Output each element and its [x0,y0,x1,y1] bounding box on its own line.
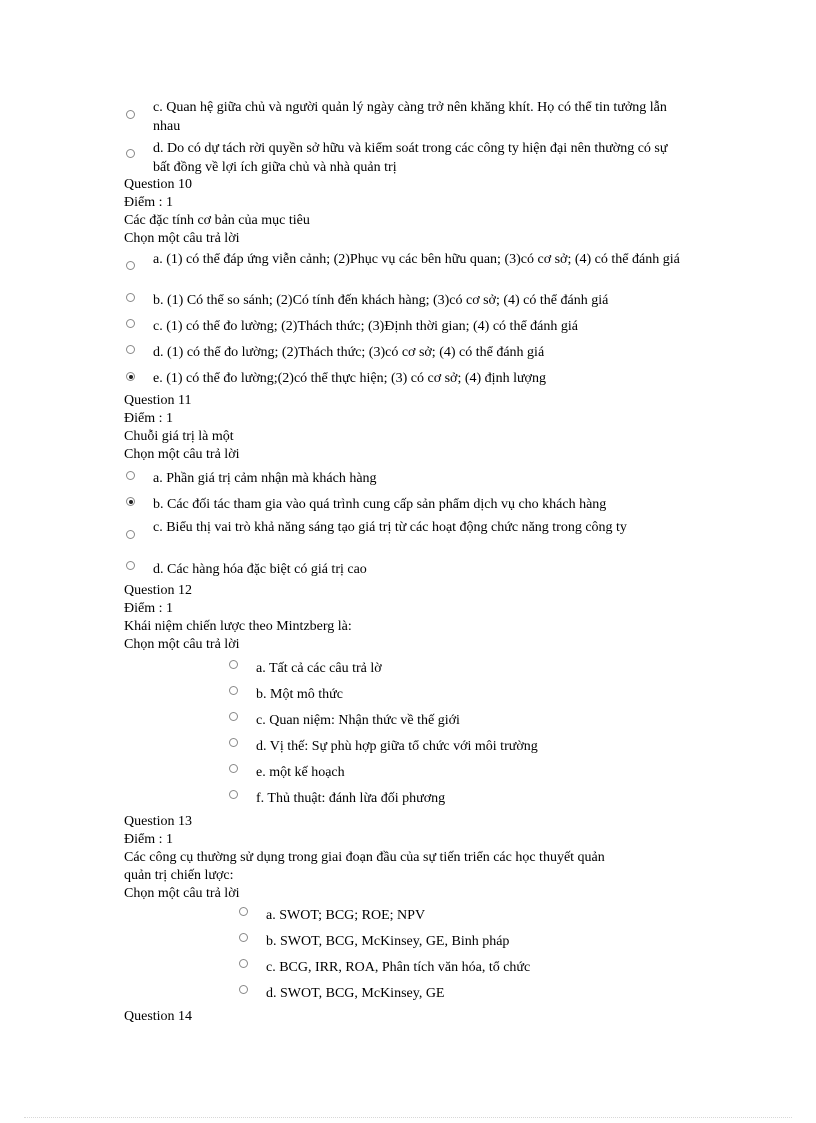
q13-option-a-label: a. SWOT; BCG; ROE; NPV [266,908,426,923]
q12-option-f-radio[interactable] [229,790,238,799]
q9-option-c-label: c. Quan hệ giữa chủ và người quản lý ngày càng trở nên khăng khít. Họ có thể tin tưởng lẫn nhau [153,100,667,134]
q10-option-c-radio[interactable] [126,319,135,328]
q10-option-d-radio[interactable] [126,345,135,354]
q11-title: Question 11 [124,393,192,408]
q13-option-c-radio[interactable] [239,959,248,968]
q13-option-d[interactable] [239,984,639,1004]
q12-option-f[interactable] [229,789,649,809]
q10-option-e-label: e. (1) có thể đo lường;(2)có thể thực hiện; (3) có cơ sở; (4) định lượng [153,371,546,386]
q11-option-c-label: c. Biểu thị vai trò khả năng sáng tạo giá trị từ các hoạt động chức năng trong công ty [153,520,627,535]
q9-option-d-label: d. Do có dự tách rời quyền sở hữu và kiểm soát trong các công ty hiện đại nên thường có sự bất đồng về lợi ích giữa chủ và nhà quản trị [153,141,668,175]
q11-prompt: Chọn một câu trả lời [124,447,240,462]
q12-option-c[interactable] [229,711,649,731]
q13-option-a[interactable] [239,906,639,926]
q10-prompt: Chọn một câu trả lời [124,231,240,246]
q11-option-c-radio[interactable] [126,530,135,539]
q13-option-b-label: b. SWOT, BCG, McKinsey, GE, Binh pháp [266,934,510,949]
q14-title: Question 14 [124,1009,193,1024]
q12-option-a-label: a. Tất cả các câu trả lờ [256,661,382,676]
q11-points: Điểm : 1 [124,411,173,426]
q12-option-a-radio[interactable] [229,660,238,669]
q10-points: Điểm : 1 [124,195,173,210]
q10-option-d-label: d. (1) có thể đo lường; (2)Thách thức; (3)có cơ sở; (4) có thể đánh giá [153,345,545,360]
q12-option-d[interactable] [229,737,649,757]
q11-option-a-label: a. Phần giá trị cảm nhận mà khách hàng [153,471,377,486]
q13-points: Điểm : 1 [124,832,173,847]
q9-option-d-radio[interactable] [126,149,135,158]
q12-points: Điểm : 1 [124,601,173,616]
q11-option-d[interactable] [126,560,696,580]
q10-option-a[interactable] [126,250,691,288]
q13-option-d-label: d. SWOT, BCG, McKinsey, GE [266,986,445,1001]
q13-title: Question 13 [124,814,193,829]
q12-option-d-radio[interactable] [229,738,238,747]
q13-prompt: Chọn một câu trả lời [124,886,240,901]
q13-option-d-radio[interactable] [239,985,248,994]
q12-title: Question 12 [124,583,193,598]
q13-option-b[interactable] [239,932,639,952]
q12-prompt: Chọn một câu trả lời [124,637,240,652]
q12-option-e[interactable] [229,763,649,783]
q10-option-b[interactable] [126,291,696,311]
q11-question: Chuỗi giá trị là một [124,429,234,444]
q13-option-c[interactable] [239,958,639,978]
q12-option-b-label: b. Một mô thức [256,687,343,702]
q12-option-e-radio[interactable] [229,764,238,773]
q11-option-a[interactable] [126,469,696,489]
q9-option-d[interactable] [126,139,686,177]
q10-option-a-radio[interactable] [126,261,135,270]
q10-option-e-radio[interactable] [126,372,135,381]
q11-option-c[interactable] [126,518,666,556]
q12-option-d-label: d. Vị thế: Sự phù hợp giữa tổ chức với môi trường [256,739,538,754]
q10-option-b-radio[interactable] [126,293,135,302]
q11-option-d-radio[interactable] [126,561,135,570]
q10-option-b-label: b. (1) Có thể so sánh; (2)Có tính đến khách hàng; (3)có cơ sở; (4) có thể đánh giá [153,293,609,308]
q12-option-f-label: f. Thủ thuật: đánh lừa đối phương [256,791,446,806]
q11-option-a-radio[interactable] [126,471,135,480]
q10-option-e[interactable] [126,369,696,389]
q9-option-c-radio[interactable] [126,110,135,119]
q11-option-b[interactable] [126,495,706,515]
q10-option-c-label: c. (1) có thể đo lường; (2)Thách thức; (3)Định thời gian; (4) có thể đánh giá [153,319,578,334]
q12-option-c-label: c. Quan niệm: Nhận thức về thế giới [256,713,460,728]
q9-option-c[interactable] [126,98,686,136]
q12-option-e-label: e. một kế hoạch [256,765,345,780]
q13-option-c-label: c. BCG, IRR, ROA, Phân tích văn hóa, tổ chức [266,960,531,975]
q12-option-a[interactable] [229,659,649,679]
q13-option-a-radio[interactable] [239,907,248,916]
q13-question-line1: Các công cụ thường sử dụng trong giai đoạn đầu của sự tiến triển các học thuyết quản [124,850,605,865]
q12-option-b-radio[interactable] [229,686,238,695]
page-bottom-rule [24,1117,792,1118]
q12-option-b[interactable] [229,685,649,705]
q10-question: Các đặc tính cơ bản của mục tiêu [124,213,310,228]
q10-option-c[interactable] [126,317,696,337]
q10-option-a-label: a. (1) có thể đáp ứng viễn cảnh; (2)Phục vụ các bên hữu quan; (3)có cơ sở; (4) có thể đánh giá [153,252,680,267]
q11-option-d-label: d. Các hàng hóa đặc biệt có giá trị cao [153,562,367,577]
q13-question-line2: quản trị chiến lược: [124,868,234,883]
q10-title: Question 10 [124,177,193,192]
q12-option-c-radio[interactable] [229,712,238,721]
q11-option-b-label: b. Các đối tác tham gia vào quá trình cung cấp sản phẩm dịch vụ cho khách hàng [153,497,607,512]
q10-option-d[interactable] [126,343,696,363]
q13-option-b-radio[interactable] [239,933,248,942]
q12-question: Khái niệm chiến lược theo Mintzberg là: [124,619,352,634]
q11-option-b-radio[interactable] [126,497,135,506]
